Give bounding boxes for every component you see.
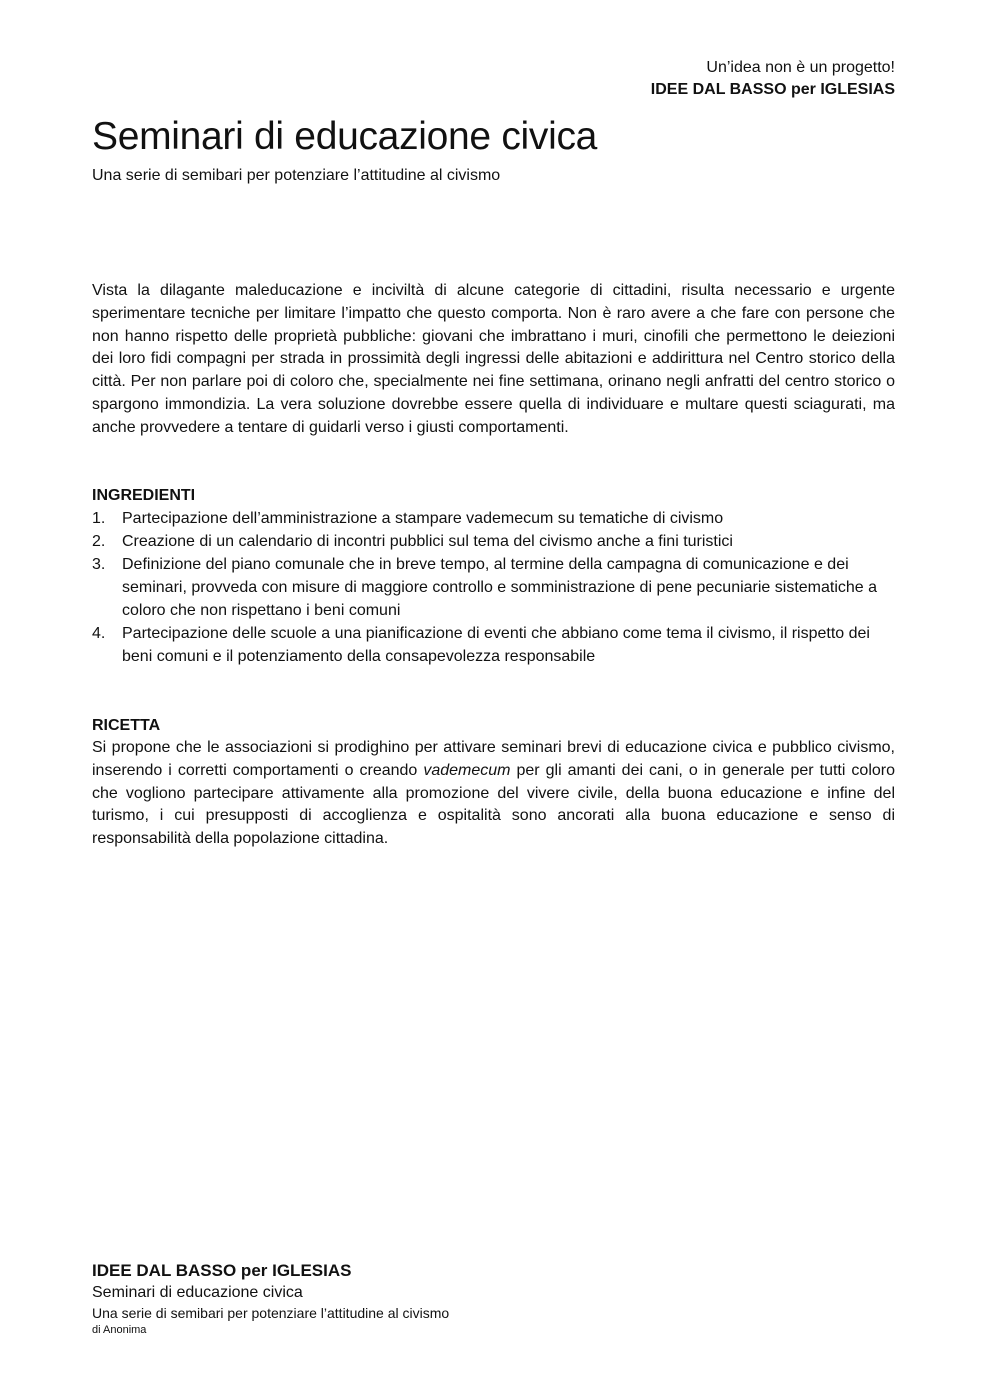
header-block [651,57,895,101]
intro-paragraph: Vista la dilagante maleducazione e inciviltà di alcune categorie di cittadini, risulta necessario e urgente sperimentare tecniche per limitare l’impatto che questo comporta. Non è raro avere a che fare con persone che non hanno rispetto delle proprietà pubbliche: giovani che imbrattano i muri, cinofili che permettono le deiezioni dei loro fidi compagni per strada in prossimità degli ingressi delle abitazioni e addirittura nel Centro storico della città. Per non parlare poi di coloro che, specialmente nei fine settimana, orinano negli anfratti del centro storico o spargono immondizia. La vera soluzione dovrebbe essere quella di individuare e multare questi sciagurati, ma anche provvedere a tentare di guidarli verso i giusti comportamenti. [92,282,895,436]
list-item-number: 3. [92,556,106,573]
footer-author: di Anonima [92,1324,147,1336]
ingredients-heading: INGREDIENTI [92,487,196,504]
recipe-paragraph [92,737,895,851]
footer-subtitle: Una serie di semibari per potenziare l’attitudine al civismo [92,1305,450,1321]
list-item-number: 4. [92,625,106,642]
recipe-text-after: per gli amanti dei cani, o in generale per tutti coloro che vogliono partecipare attivamente alla promozione del vivere civile, della buona educazione e infine del turismo, i cui presupposti di accoglienza e ospitalità sono ancorati alla buona educazione e senso di responsabilità della popolazione cittadina. [92,761,896,848]
recipe-section [92,715,895,851]
list-item [92,622,895,668]
header-brand: IDEE DAL BASSO per IGLESIAS [650,81,895,98]
list-item-number: 2. [92,533,106,550]
ingredients-list [92,507,895,668]
recipe-text-before: Si propone che le associazioni si prodighino per attivare seminari brevi di educazione civica e pubblico civismo, inserendo i corretti comportamenti o creando [92,739,895,779]
footer-block [92,1260,449,1338]
list-item-number: 1. [92,510,106,527]
list-item-text: Creazione di un calendario di incontri pubblici sul tema del civismo anche a fini turistici [122,533,733,550]
list-item [92,507,895,530]
list-item [92,530,895,553]
page-title: Seminari di educazione civica [92,115,598,158]
header-tagline: Un’idea non è un progetto! [706,59,895,76]
recipe-heading: RICETTA [92,717,161,734]
recipe-text-italic: vademecum [423,761,511,779]
list-item-text: Partecipazione dell’amministrazione a stampare vademecum su tematiche di civismo [122,510,724,527]
list-item-text: Partecipazione delle scuole a una pianificazione di eventi che abbiano come tema il civismo, il rispetto dei beni comuni e il potenziamento della consapevolezza responsabile [122,625,870,665]
footer-brand: IDEE DAL BASSO per IGLESIAS [92,1261,352,1280]
list-item-text: Definizione del piano comunale che in breve tempo, al termine della campagna di comunicazione e dei seminari, provveda con misure di maggiore controllo e somministrazione di pene pecuniarie sistematiche a coloro che non rispettano i beni comuni [122,556,878,619]
page-subtitle: Una serie di semibari per potenziare l’attitudine al civismo [92,167,501,184]
ingredients-section [92,485,895,668]
footer-title: Seminari di educazione civica [92,1284,303,1301]
list-item [92,553,895,622]
